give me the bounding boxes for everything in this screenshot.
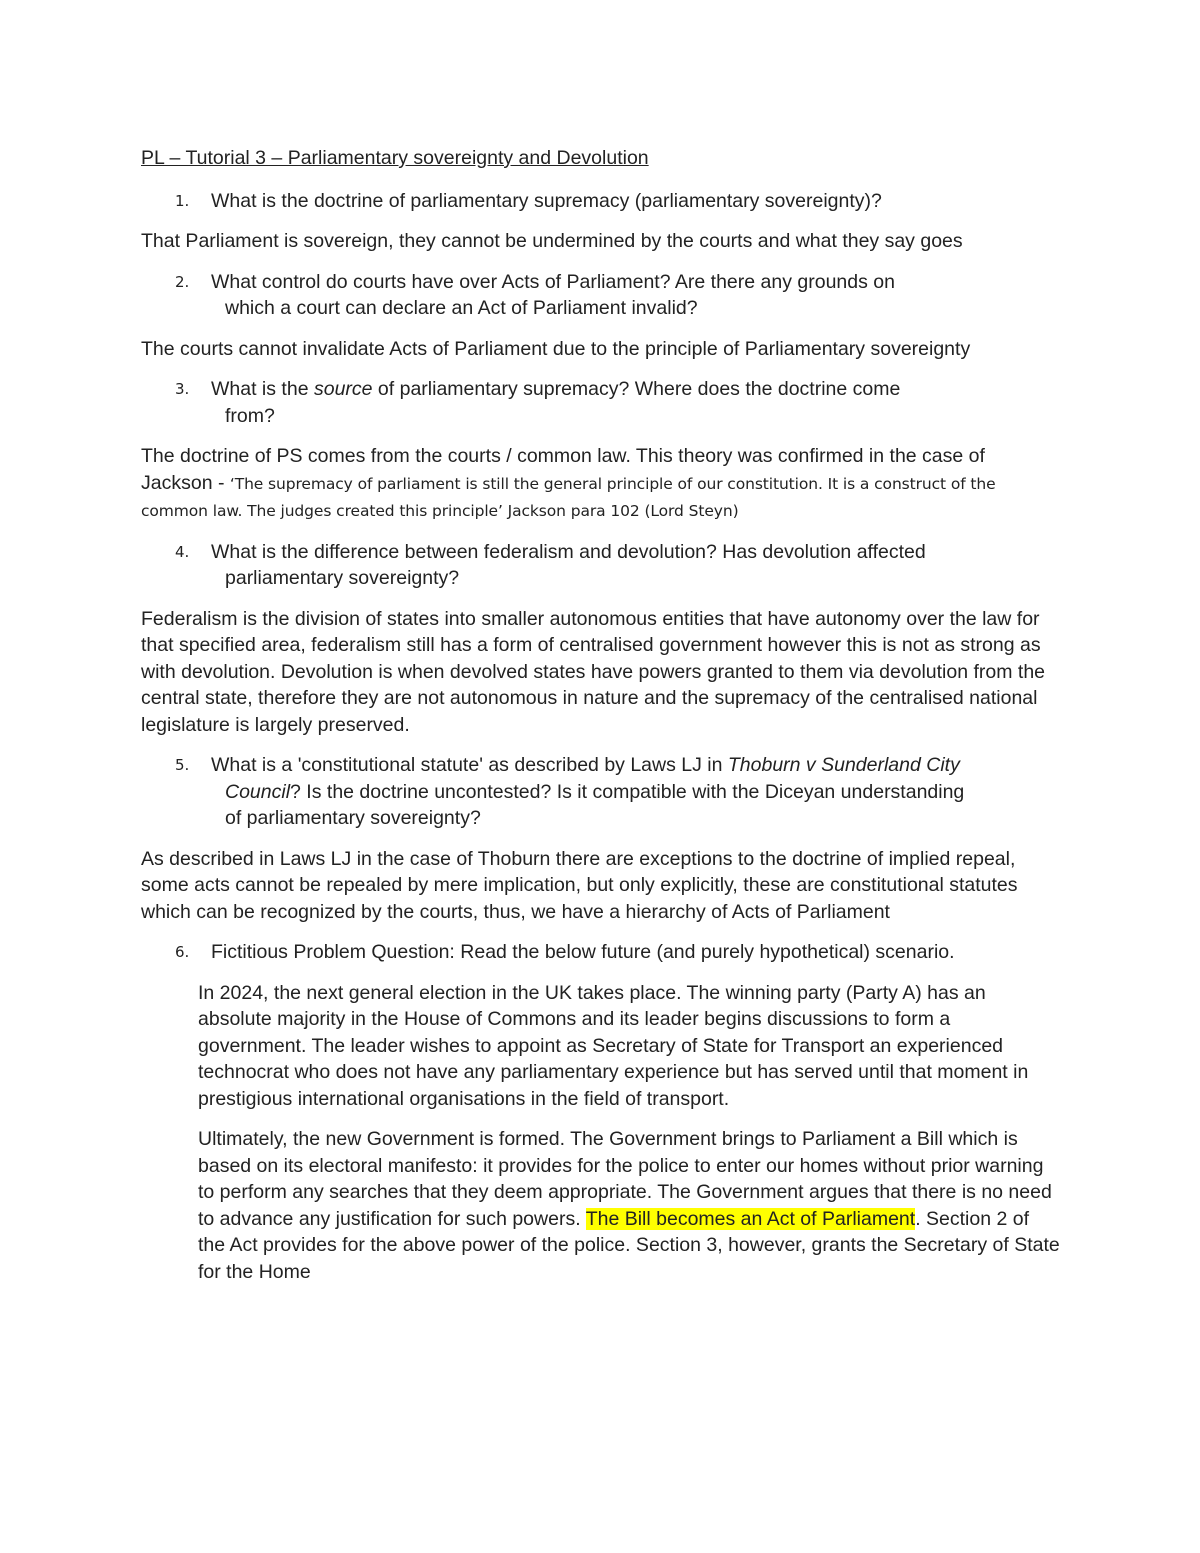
case-name-part-1: Thoburn v Sunderland City	[727, 754, 960, 776]
question-3	[141, 376, 1061, 429]
question-6	[141, 939, 1061, 966]
answer-1: That Parliament is sovereign, they cannot be undermined by the courts and what they say goes	[141, 230, 963, 252]
page-title: PL – Tutorial 3 – Parliamentary sovereignty and Devolution	[141, 147, 649, 169]
scenario-paragraph-2	[141, 1126, 1061, 1285]
document-body	[141, 145, 1061, 1299]
question-text-line-3: of parliamentary sovereignty?	[225, 807, 481, 829]
question-text-post: of parliamentary supremacy? Where does the doctrine come	[372, 378, 901, 400]
answer-text: The doctrine of PS comes from the courts / common law. This theory was confirmed in the case of Jackson -	[141, 445, 985, 494]
scenario-text-post: . Section 2 of the Act provides for the above power of the police. Section 3, however, grants the Secretary of State for the Home	[198, 1207, 1060, 1283]
question-2	[141, 269, 1061, 322]
question-4	[141, 539, 1061, 592]
question-text-line-2: parliamentary sovereignty?	[225, 567, 460, 589]
answer-3	[141, 443, 1061, 525]
question-text-line-2: from?	[225, 404, 275, 427]
answer-4: Federalism is the division of states into smaller autonomous entities that have autonomy over the law for that specified area, federalism still has a form of centralised government however this is not as strong as with devolution. Devolution is when devolved states have powers granted to them via devolution from the central state, therefore they are not autonomous in nature and the supremacy of the centralised national legislature is largely preserved.	[141, 607, 1046, 736]
scenario-text-pre: Ultimately, the new Government is formed. The Government brings to Parliament a Bill which is based on its electoral manifesto: it provides for the police to enter our homes without prior warning to perform any searches that they deem appropriate. The Government argues that there is no need to advance any justification for such powers.	[198, 1128, 1052, 1230]
question-text-pre: What is the	[211, 378, 314, 400]
scenario-paragraph-1: In 2024, the next general election in the UK takes place. The winning party (Party A) has an absolute majority in the House of Commons and its leader begins discussions to form a government. The leader wishes to appoint as Secretary of State for Transport an experienced technocrat who does not have any parliamentary experience but has served until that moment in prestigious international organisations in the field of transport.	[198, 981, 1029, 1110]
question-1	[141, 188, 1061, 215]
question-text: Fictitious Problem Question: Read the below future (and purely hypothetical) scenario.	[211, 941, 955, 963]
case-name-part-2: Council	[225, 780, 291, 803]
question-number: 6.	[175, 943, 190, 961]
highlighted-text: The Bill becomes an Act of Parliament	[585, 1207, 916, 1230]
question-text-line-2: which a court can declare an Act of Parliament invalid?	[225, 297, 698, 319]
question-text-line-2	[211, 779, 1061, 806]
answer-5: As described in Laws LJ in the case of Thoburn there are exceptions to the doctrine of implied repeal, some acts cannot be repealed by mere implication, but only explicitly, these are constitutional statutes which can be recognized by the courts, thus, we have a hierarchy of Acts of Parliament	[141, 847, 1018, 923]
question-number: 3.	[175, 380, 190, 398]
question-number: 2.	[175, 272, 190, 291]
question-text-emphasis: source	[313, 378, 373, 400]
question-text-pre: What is a 'constitutional statute' as described by Laws LJ in	[211, 754, 728, 776]
question-text-post: ? Is the doctrine uncontested? Is it compatible with the Diceyan understanding	[290, 780, 965, 803]
question-number: 4.	[175, 542, 190, 561]
question-number: 5.	[175, 756, 190, 774]
question-number: 1.	[175, 191, 190, 210]
answer-quote: ‘The supremacy of parliament is still the general principle of our constitution. It is a construct of the common law. The judges created this principle’ Jackson para 102 (Lord Steyn)	[141, 474, 996, 520]
question-text-line-1: What is the difference between federalism and devolution? Has devolution affected	[211, 540, 926, 563]
question-text-line-1: What control do courts have over Acts of Parliament? Are there any grounds on	[211, 270, 895, 293]
answer-2: The courts cannot invalidate Acts of Parliament due to the principle of Parliamentary sovereignty	[141, 337, 971, 360]
question-text: What is the doctrine of parliamentary supremacy (parliamentary sovereignty)?	[211, 189, 882, 212]
question-5	[141, 752, 1061, 832]
